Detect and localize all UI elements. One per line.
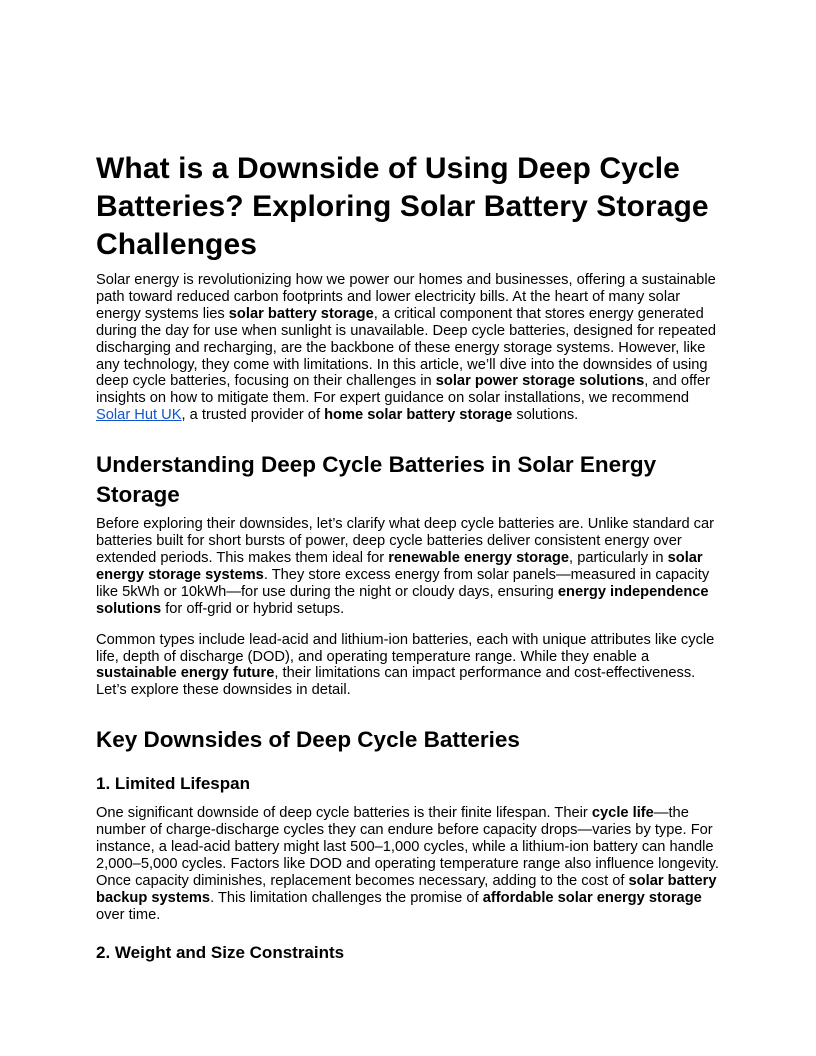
bold-keyword: solar battery backup systems bbox=[96, 872, 717, 906]
paragraph-battery-types bbox=[96, 632, 720, 700]
bold-keyword: solar battery storage bbox=[228, 305, 374, 322]
bold-keyword: home solar battery storage bbox=[324, 407, 513, 424]
bold-keyword: renewable energy storage bbox=[388, 549, 570, 566]
paragraph-deep-cycle-explainer bbox=[96, 516, 720, 617]
bold-keyword: sustainable energy future bbox=[96, 665, 275, 682]
bold-keyword: cycle life bbox=[591, 805, 654, 822]
text-run: , their limitations can impact performance and cost-effectiveness. Let’s explore these downsides in detail. bbox=[96, 665, 696, 699]
text-run: over time. bbox=[96, 906, 161, 923]
title-line: Challenges bbox=[96, 228, 258, 261]
bold-keyword: solar energy storage systems bbox=[96, 549, 703, 583]
text-run: solutions. bbox=[512, 407, 579, 424]
solar-hut-uk-link[interactable]: Solar Hut UK bbox=[96, 407, 182, 424]
text-run: , a trusted provider of bbox=[181, 407, 325, 424]
title-line: Batteries? Exploring Solar Battery Storage bbox=[96, 190, 709, 223]
paragraph-limited-lifespan bbox=[96, 805, 720, 923]
text-run: . This limitation challenges the promise of bbox=[210, 889, 483, 906]
text-run: Common types include lead-acid and lithium-ion batteries, each with unique attributes like cycle life, depth of discharge (DOD), and operating temperature range. While they enable a bbox=[96, 631, 715, 665]
document-title bbox=[96, 150, 720, 264]
text-run: —the number of charge-discharge cycles they can endure before capacity drops—varies by type. For instance, a lead-acid battery might last 500–1,000 cycles, while a lithium-ion battery can handle 2,000–5,000 cycles. Factors like DOD and operating temperature range also influence longevity. Once capacity diminishes, replacement becomes necessary, adding to the cost of bbox=[96, 805, 719, 889]
subheading-limited-lifespan: 1. Limited Lifespan bbox=[96, 774, 250, 794]
section-heading-understanding: Understanding Deep Cycle Batteries in Solar Energy Storage bbox=[96, 452, 657, 508]
text-run: One significant downside of deep cycle batteries is their finite lifespan. Their bbox=[96, 805, 592, 822]
bold-keyword: solar power storage solutions bbox=[435, 373, 645, 390]
text-run: , and offer insights on how to mitigate them. For expert guidance on solar installations, we recommend bbox=[96, 373, 710, 407]
text-run: . They store excess energy from solar panels—measured in capacity like 5kWh or 10kWh—for use during the night or cloudy days, ensuring bbox=[96, 566, 710, 600]
text-run: for off-grid or hybrid setups. bbox=[161, 600, 345, 617]
text-run: Solar energy is revolutionizing how we power our homes and businesses, offering a sustainable path toward reduced carbon footprints and lower electricity bills. At the heart of many solar energy systems lies bbox=[96, 272, 716, 322]
intro-paragraph bbox=[96, 272, 720, 424]
text-run: , a critical component that stores energy generated during the day for use when sunlight is unavailable. Deep cycle batteries, designed for repeated discharging and recharging, are the backbone of these energy storage systems. However, like any technology, they come with limitations. In this article, we’ll dive into the downsides of using deep cycle batteries, focusing on their challenges in bbox=[96, 305, 717, 390]
bold-keyword: affordable solar energy storage bbox=[482, 889, 702, 906]
section-heading-key-downsides: Key Downsides of Deep Cycle Batteries bbox=[96, 727, 520, 753]
bold-keyword: energy independence solutions bbox=[96, 583, 709, 617]
subheading-weight-size: 2. Weight and Size Constraints bbox=[96, 942, 345, 962]
text-run: Before exploring their downsides, let’s clarify what deep cycle batteries are. Unlike standard car batteries built for short bursts of power, deep cycle batteries deliver consistent energy over extended periods. This makes them ideal for bbox=[96, 516, 715, 566]
title-line: What is a Downside of Using Deep Cycle bbox=[96, 152, 680, 185]
text-run: , particularly in bbox=[569, 549, 668, 566]
